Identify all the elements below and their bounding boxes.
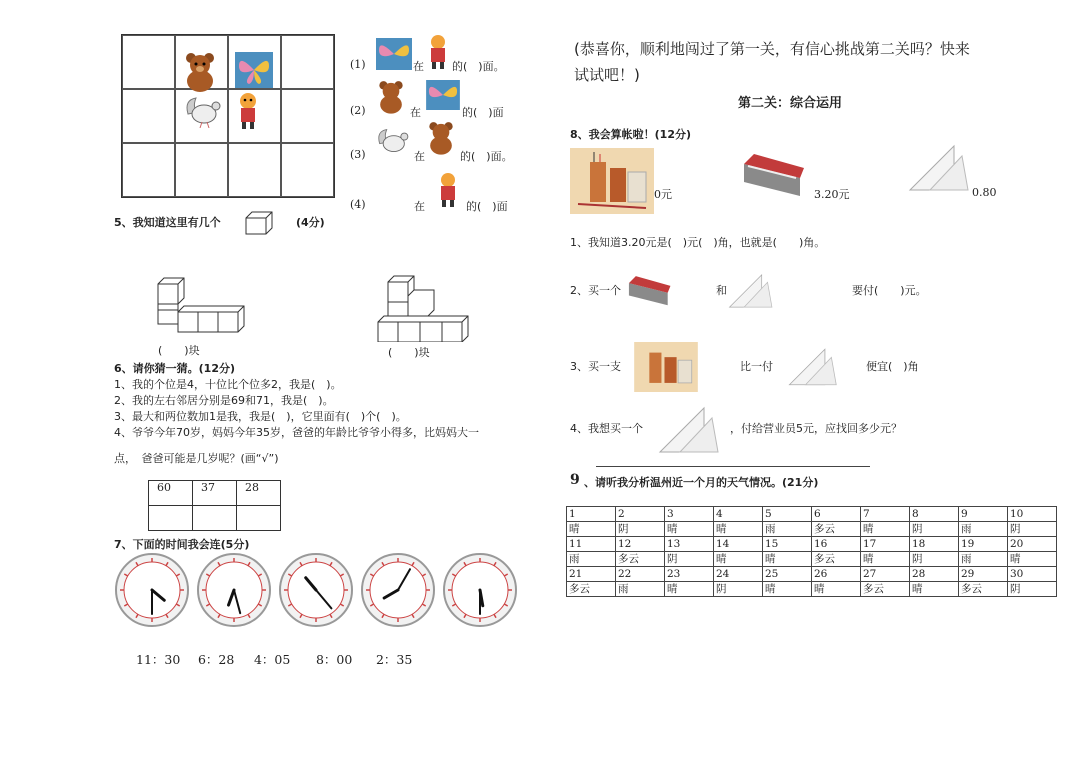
weather-cell: 22 — [616, 567, 665, 582]
age-option-3: 28 — [237, 481, 281, 506]
weather-cell: 阴 — [910, 522, 959, 537]
time-label-3: 4：05 — [253, 652, 291, 667]
q8-2-text-a: 2、买一个 — [570, 284, 621, 297]
weather-cell: 晴 — [665, 522, 714, 537]
weather-cell: 24 — [714, 567, 763, 582]
weather-cell: 1 — [567, 507, 616, 522]
weather-cell: 17 — [861, 537, 910, 552]
age-options-table — [148, 480, 281, 531]
weather-cell: 4 — [714, 507, 763, 522]
weather-row — [567, 522, 1057, 537]
weather-cell: 多云 — [959, 582, 1008, 597]
weather-cell: 26 — [812, 567, 861, 582]
weather-cell: 16 — [812, 537, 861, 552]
weather-row — [567, 567, 1057, 582]
level2-title: 第二关：综合运用 — [738, 96, 843, 111]
butterfly-icon — [235, 52, 273, 88]
weather-cell: 多云 — [812, 522, 861, 537]
cube-stack-figure-2 — [376, 274, 472, 342]
weather-cell: 雨 — [959, 522, 1008, 537]
q8-3-text-a: 3、买一支 — [570, 360, 621, 373]
time-labels — [136, 650, 426, 668]
triangle-ruler-image — [906, 142, 970, 194]
weather-cell: 晴 — [910, 582, 959, 597]
q8-2-text-b: 和 — [716, 284, 727, 297]
weather-row — [567, 582, 1057, 597]
check-cell-2[interactable] — [193, 506, 237, 531]
weather-cell: 晴 — [861, 522, 910, 537]
weather-cell: 阴 — [1008, 522, 1057, 537]
q1-zai: 在 — [413, 60, 424, 73]
weather-cell: 13 — [665, 537, 714, 552]
weather-cell: 晴 — [714, 522, 763, 537]
time-label-1: 11：30 — [136, 652, 181, 667]
weather-cell: 27 — [861, 567, 910, 582]
age-option-2: 37 — [193, 481, 237, 506]
weather-cell: 雨 — [763, 522, 812, 537]
section6-line-4: 4、爷爷今年70岁，妈妈今年35岁，爸爸的年龄比爷爷小得多，比妈妈大一 — [114, 426, 479, 439]
weather-cell: 晴 — [812, 582, 861, 597]
weather-cell: 25 — [763, 567, 812, 582]
section5-title: 5、我知道这里有几个 — [114, 216, 221, 229]
weather-cell: 阴 — [616, 522, 665, 537]
bear-icon — [376, 80, 406, 114]
weather-cell: 2 — [616, 507, 665, 522]
weather-cell: 多云 — [861, 582, 910, 597]
section6-line-5: 点， 爸爸可能是几岁呢？(画“√”) — [114, 452, 279, 465]
check-cell-1[interactable] — [149, 506, 193, 531]
weather-cell: 23 — [665, 567, 714, 582]
weather-cell: 10 — [1008, 507, 1057, 522]
cube-icon — [244, 210, 274, 236]
clock-face-1[interactable] — [114, 552, 190, 628]
weather-cell: 9 — [959, 507, 1008, 522]
triangle-ruler-image — [726, 272, 774, 310]
bear-icon — [182, 52, 218, 92]
weather-cell: 30 — [1008, 567, 1057, 582]
section5-answer-1: ( )块 — [158, 344, 200, 357]
q8-3-text-c: 便宜( )角 — [866, 360, 919, 373]
section6-line-1: 1、我的个位是4，十位比个位多2，我是( )。 — [114, 378, 342, 391]
turkey-icon — [374, 126, 410, 156]
weather-row — [567, 507, 1057, 522]
weather-cell: 15 — [763, 537, 812, 552]
q8-4-text-b: ，付给营业员5元，应找回多少元？ — [730, 422, 902, 435]
weather-cell: 20 — [1008, 537, 1057, 552]
q8-3-text-b: 比一付 — [740, 360, 773, 373]
price-2: 3.20元 — [814, 188, 850, 201]
weather-cell: 12 — [616, 537, 665, 552]
section6-line-2: 2、我的左右邻居分别是69和71，我是( )。 — [114, 394, 334, 407]
weather-cell: 19 — [959, 537, 1008, 552]
turkey-icon — [182, 94, 222, 128]
weather-cell: 14 — [714, 537, 763, 552]
weather-cell: 阴 — [665, 552, 714, 567]
weather-cell: 多云 — [616, 552, 665, 567]
pencil-box-image — [570, 148, 654, 214]
q8-title: 8、我会算帐啦！(12分) — [570, 128, 692, 141]
clock-row — [114, 552, 524, 632]
q9-title: 、请听我分析温州近一个月的天气情况。(21分) — [584, 476, 819, 489]
tiger-icon — [235, 92, 261, 130]
weather-cell: 多云 — [567, 582, 616, 597]
q8-1: 1、我知道3.20元是( )元( )角，也就是( )角。 — [570, 236, 826, 249]
triangle-ruler-image — [656, 404, 720, 456]
pencil-case-image — [740, 148, 806, 200]
divider — [596, 466, 870, 467]
weather-cell: 21 — [567, 567, 616, 582]
clock-face-2[interactable] — [196, 552, 272, 628]
weather-cell: 6 — [812, 507, 861, 522]
time-label-4: 8：00 — [315, 652, 353, 667]
pencil-box-image — [626, 342, 706, 392]
price-1: 0元 — [654, 188, 672, 201]
butterfly-icon — [376, 38, 412, 70]
weather-cell: 晴 — [1008, 552, 1057, 567]
q9-number: 9 — [570, 472, 580, 488]
weather-cell: 7 — [861, 507, 910, 522]
cube-stack-figure-1 — [156, 274, 248, 336]
weather-cell: 晴 — [763, 582, 812, 597]
intro-line-1: (恭喜你，顺利地闯过了第一关，有信心挑战第二关吗？快来 — [574, 40, 970, 58]
weather-cell: 多云 — [812, 552, 861, 567]
price-3: 0.80 — [972, 186, 997, 199]
section5-answer-2: ( )块 — [388, 346, 430, 359]
butterfly-icon — [426, 80, 460, 110]
weather-cell: 晴 — [665, 582, 714, 597]
clock-face-5[interactable] — [442, 552, 518, 628]
weather-cell: 雨 — [959, 552, 1008, 567]
time-label-5: 2：35 — [375, 652, 413, 667]
section6-title: 6、请你猜一猜。(12分) — [114, 362, 236, 375]
q8-2-text-c: 要付( )元。 — [852, 284, 927, 297]
position-grid — [121, 34, 335, 198]
weather-cell: 5 — [763, 507, 812, 522]
weather-cell: 雨 — [567, 552, 616, 567]
check-cell-3[interactable] — [237, 506, 281, 531]
weather-table — [566, 506, 1057, 597]
weather-cell: 晴 — [567, 522, 616, 537]
time-label-2: 6：28 — [197, 652, 235, 667]
weather-cell: 晴 — [763, 552, 812, 567]
weather-cell: 阴 — [714, 582, 763, 597]
weather-cell: 18 — [910, 537, 959, 552]
weather-cell: 8 — [910, 507, 959, 522]
tiger-icon — [436, 172, 460, 208]
weather-cell: 晴 — [861, 552, 910, 567]
weather-row — [567, 552, 1057, 567]
tiger-icon — [426, 34, 450, 70]
bear-icon — [426, 120, 456, 156]
intro-line-2: 试试吧！) — [574, 66, 640, 84]
weather-cell: 晴 — [714, 552, 763, 567]
clock-face-3[interactable] — [278, 552, 354, 628]
pencil-case-image — [624, 272, 674, 308]
weather-cell: 28 — [910, 567, 959, 582]
age-option-1: 60 — [149, 481, 193, 506]
weather-row — [567, 537, 1057, 552]
section7-title: 7、下面的时间我会连(5分) — [114, 538, 250, 551]
weather-cell: 阴 — [1008, 582, 1057, 597]
section6-line-3: 3、最大和两位数加1是我，我是( )，它里面有( )个( )。 — [114, 410, 407, 423]
clock-face-4[interactable] — [360, 552, 436, 628]
weather-cell: 雨 — [616, 582, 665, 597]
weather-cell: 3 — [665, 507, 714, 522]
q8-4-text-a: 4、我想买一个 — [570, 422, 643, 435]
weather-cell: 29 — [959, 567, 1008, 582]
triangle-ruler-image — [780, 346, 844, 388]
weather-cell: 阴 — [910, 552, 959, 567]
weather-cell: 11 — [567, 537, 616, 552]
